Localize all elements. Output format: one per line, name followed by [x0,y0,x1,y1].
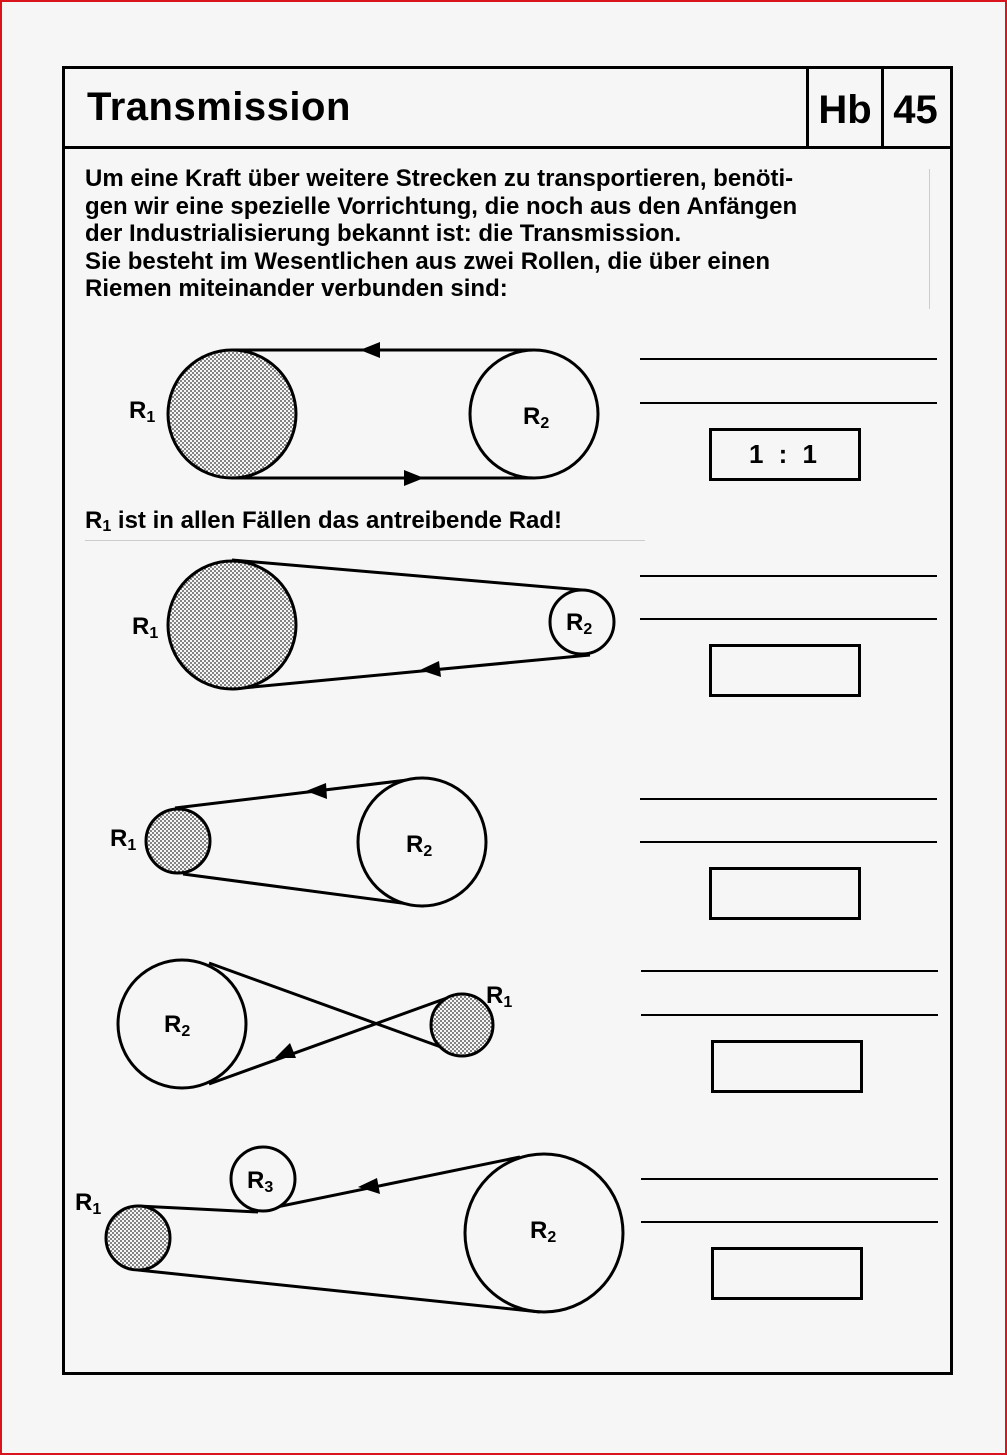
ratio-box[interactable] [711,1247,863,1300]
belt-top [232,560,582,590]
arrow-left [358,1178,380,1194]
arrow-right [404,470,424,486]
intro-line: der Industrialisierung bekannt ist: die Transmission. [85,220,682,247]
label-r1: R1 [75,1189,102,1218]
pulley-r1 [146,809,210,873]
intro-line: gen wir eine spezielle Vorrichtung, die noch aus den Anfängen [85,192,798,220]
label-r1: R1 [129,397,156,426]
note-r: R [85,507,103,534]
note-sub: 1 [102,518,112,535]
answer-line[interactable] [641,1014,938,1016]
pulley-r1 [168,561,296,689]
ratio-box[interactable] [709,644,861,697]
intro-line: Sie besteht im Wesentlichen aus zwei Rollen, die über einen [85,247,771,275]
answer-line[interactable] [640,798,937,800]
label-r2: R2 [406,831,433,860]
pulley-r1 [168,350,296,478]
label-r1: R1 [110,825,137,854]
answer-line[interactable] [640,575,937,577]
answer-line[interactable] [640,402,937,404]
label-r2: R2 [530,1217,557,1246]
arrow-left [360,342,380,358]
page-title: Transmission [87,85,351,129]
arrow-left [420,661,441,677]
subject-code: Hb [806,69,884,146]
answer-line[interactable] [640,358,937,360]
intro-line: Um eine Kraft über weitere Strecken zu transportieren, benöti- [85,165,794,192]
answer-line[interactable] [640,618,937,620]
ratio-box[interactable]: 1 : 1 [709,428,861,481]
answer-line[interactable] [641,1178,938,1180]
answer-line[interactable] [640,841,937,843]
pulley-r1 [431,994,493,1056]
answer-line[interactable] [641,1221,938,1223]
note-text: ist in allen Fällen das antreibende Rad! [111,507,563,534]
answer-line[interactable] [641,970,938,972]
diagram-2-large-to-small [168,560,614,689]
label-r2: R2 [164,1011,191,1040]
belt-cross-a [209,963,463,1055]
label-r1: R1 [486,982,513,1011]
label-r3: R3 [247,1167,274,1196]
label-r2: R2 [523,403,550,432]
intro-line: Riemen miteinander verbunden sind: [85,275,508,302]
label-r1: R1 [132,613,159,642]
ratio-box[interactable] [709,867,861,920]
page-number: 45 [893,88,938,132]
arrow-left [275,1043,296,1058]
arrow-left [306,783,327,799]
diagram-3-small-to-large [146,778,486,906]
pulley-r1 [106,1206,170,1270]
label-r2: R2 [566,609,593,638]
ratio-box[interactable] [711,1040,863,1093]
